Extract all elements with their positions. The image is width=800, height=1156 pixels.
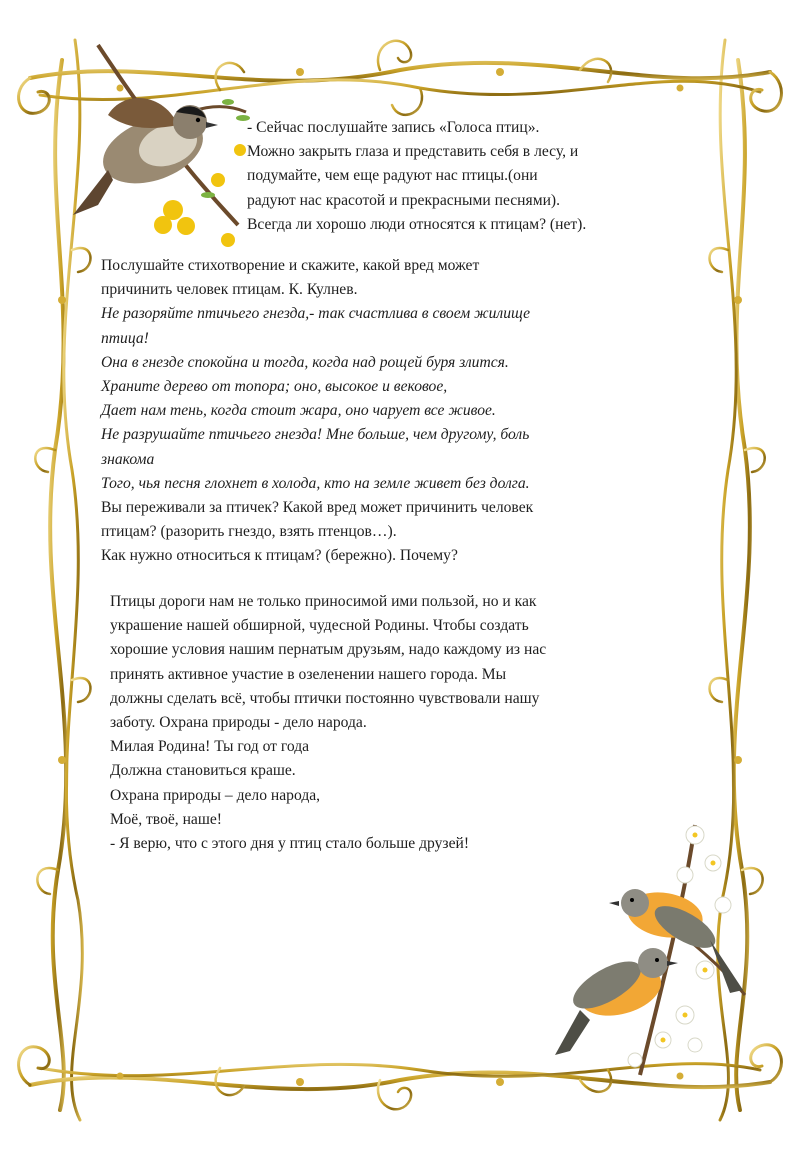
verse-line: птица! xyxy=(101,329,149,347)
final-text-block xyxy=(110,590,700,856)
intro-text-block xyxy=(247,116,717,237)
verse-line: Дает нам тень, когда стоит жара, оно чарует все живое. xyxy=(101,402,496,420)
final-line: заботу. Охрана природы - дело народа. xyxy=(110,714,367,732)
intro-line: радуют нас красотой и прекрасными песнями). xyxy=(247,191,561,209)
final-line: должны сделать всё, чтобы птички постоянно чувствовали нашу xyxy=(110,689,540,707)
sparrow-on-flowering-branch-icon xyxy=(68,30,258,260)
final-line: украшение нашей обширной, чудесной Родины. Чтобы создать xyxy=(110,617,529,635)
verse-line: Не разрушайте птичьего гнезда! Мне больше, чем другому, боль xyxy=(101,426,530,444)
question-line: Как нужно относиться к птицам? (бережно). Почему? xyxy=(101,547,458,565)
poem-intro-line: причинить человек птицам. К. Кулнев. xyxy=(101,281,358,299)
intro-line: подумайте, чем еще радуют нас птицы.(они xyxy=(247,167,538,185)
poem-intro-line: Послушайте стихотворение и скажите, какой вред может xyxy=(101,257,480,274)
verse-line: Храните дерево от топора; оно, высокое и вековое, xyxy=(101,378,448,396)
left-vine xyxy=(50,60,66,1110)
intro-line: - Сейчас послушайте запись «Голоса птиц». xyxy=(247,119,540,136)
intro-line: Всегда ли хорошо люди относятся к птицам? (нет). xyxy=(247,215,587,233)
final-line: - Я верю, что с этого дня у птиц стало больше друзей! xyxy=(110,835,470,853)
verse-line: Не разоряйте птичьего гнезда,- так счастлива в своем жилище xyxy=(101,305,531,323)
final-line: принять активное участие в озеленении нашего города. Мы xyxy=(110,665,507,683)
question-line: птицам? (разорить гнездо, взять птенцов…). xyxy=(101,523,397,541)
final-line: Охрана природы – дело народа, xyxy=(110,786,321,804)
final-line: Должна становиться краше. xyxy=(110,762,296,780)
poem-text-block xyxy=(101,254,701,569)
intro-line: Можно закрыть глаза и представить себя в лесу, и xyxy=(247,143,579,161)
final-line: хорошие условия нашим пернатым друзьям, надо каждому из нас xyxy=(110,641,547,659)
question-line: Вы переживали за птичек? Какой вред может причинить человек xyxy=(101,499,534,517)
verse-line: Того, чья песня глохнет в холода, кто на земле живет без долга. xyxy=(101,474,530,492)
final-line: Милая Родина! Ты год от года xyxy=(110,738,310,756)
verse-line: знакома xyxy=(101,450,155,468)
final-line: Моё, твоё, наше! xyxy=(110,810,222,828)
verse-line: Она в гнезде спокойна и тогда, когда над рощей буря злится. xyxy=(101,353,509,371)
final-line: Птицы дороги нам не только приносимой ими пользой, но и как xyxy=(110,593,537,610)
